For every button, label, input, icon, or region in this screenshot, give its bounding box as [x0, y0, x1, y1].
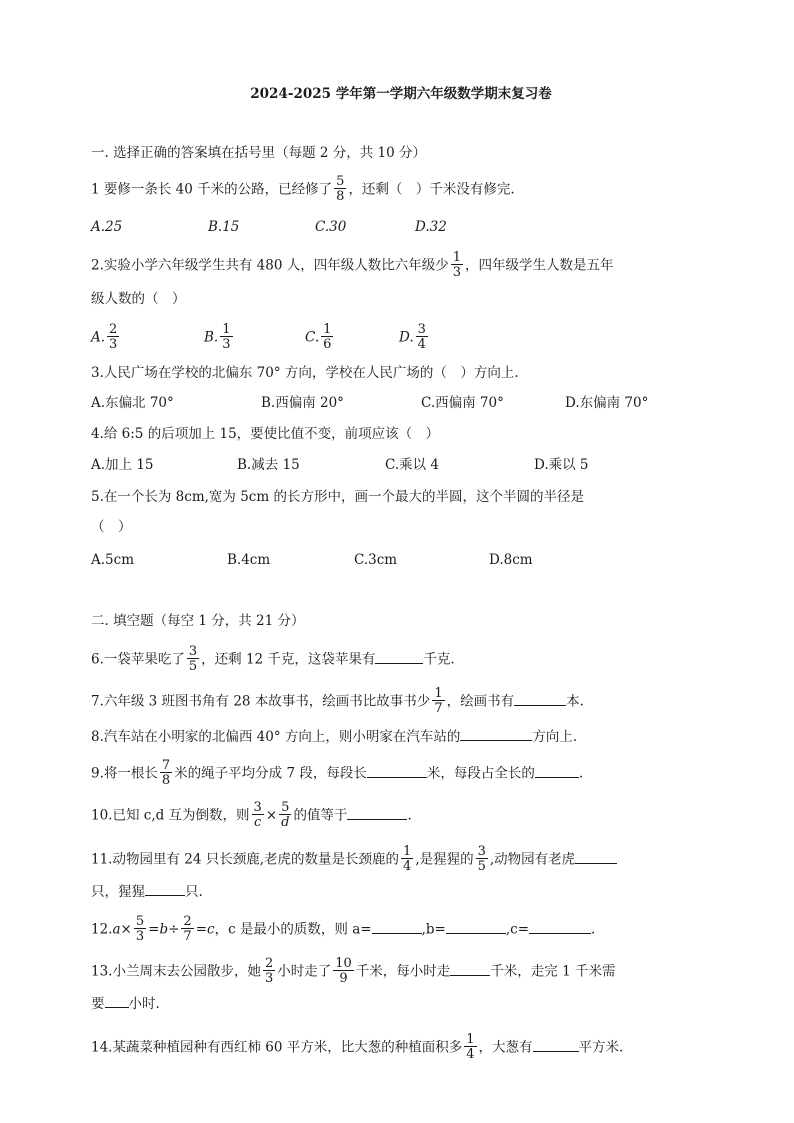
option-d: D. $\frac{3}{4}$ — [399, 322, 426, 352]
answer-blank[interactable] — [105, 993, 129, 1008]
question-10: 10.已知 c,d 互为倒数，则 $\frac{3}{c}$ × $\frac{5}{d}$ 的值等于 . — [91, 800, 412, 830]
answer-blank-a[interactable] — [372, 919, 422, 934]
answer-blank[interactable] — [533, 1037, 579, 1052]
answer-blank-b[interactable] — [446, 919, 506, 934]
answer-blank[interactable] — [367, 763, 427, 778]
question-14: 14.某蔬菜种植园种有西红柿 60 平方米，比大葱的种植面积多 $\frac{1}{4}$ ，大葱有 平方米. — [91, 1032, 624, 1062]
question-1 — [91, 174, 515, 204]
option-d: D.东偏南 70° — [565, 395, 649, 411]
question-11: 11.动物园里有 24 只长颈鹿,老虎的数量是长颈鹿的 $\frac{1}{4}$ ,是猩猩的 $\frac{3}{5}$ ,动物园有老虎 — [91, 846, 617, 868]
question-2-text-end: ，四年级学生人数是五年 — [465, 257, 614, 274]
fraction: $\frac{5}{d}$ — [281, 800, 290, 830]
question-13-line-2: 要 小时. — [91, 993, 160, 1015]
fraction: $\frac{3}{5}$ — [477, 844, 486, 874]
answer-blank[interactable] — [575, 849, 617, 864]
fraction: $\frac{1}{4}$ — [403, 844, 412, 874]
question-2-options — [91, 324, 711, 358]
page-title: 2024-2025 学年第一学期六年级数学期末复习卷 — [250, 86, 552, 102]
fraction: $\frac{5}{8}$ — [336, 174, 345, 204]
option-a: A.25 — [91, 219, 123, 235]
fraction: $\frac{3}{c}$ — [253, 800, 262, 830]
fraction: $\frac{1}{7}$ — [434, 686, 443, 716]
question-1-options — [91, 216, 711, 238]
option-d: D.8cm — [489, 552, 533, 568]
fraction: $\frac{1}{3}$ — [452, 250, 462, 280]
option-a: A.加上 15 — [91, 457, 154, 473]
fraction: $\frac{10}{9}$ — [335, 956, 352, 986]
fraction: $\frac{7}{8}$ — [161, 758, 171, 788]
answer-blank[interactable] — [145, 881, 185, 896]
question-4-options — [91, 454, 711, 476]
question-2 — [91, 250, 614, 280]
question-2-text: 2.实验小学六年级学生共有 480 人，四年级人数比六年级少 — [91, 257, 449, 274]
question-4: 4.给 6:5 的后项加上 15，要使比值不变，前项应该（ ） — [91, 426, 440, 442]
question-5-options — [91, 549, 711, 571]
fraction: $\frac{1}{6}$ — [323, 322, 332, 352]
option-c: C. $\frac{1}{6}$ — [305, 322, 332, 352]
question-7: 7.六年级 3 班图书角有 28 本故事书，绘画书比故事书少 $\frac{1}{7}$ ，绘画书有 本. — [91, 686, 584, 716]
question-1-text: 1 要修一条长 40 千米的公路，已经修了 — [91, 181, 333, 198]
option-b: B.4cm — [227, 552, 271, 568]
option-c: C.西偏南 70° — [421, 395, 504, 411]
fraction: $\frac{3}{5}$ — [188, 644, 198, 674]
answer-blank[interactable] — [347, 805, 407, 820]
option-b: B.15 — [208, 219, 240, 235]
fraction: $\frac{2}{7}$ — [183, 914, 192, 944]
question-3-options — [91, 392, 711, 414]
option-b: B.西偏南 20° — [261, 395, 344, 411]
answer-blank[interactable] — [375, 649, 423, 664]
answer-blank-c[interactable] — [529, 919, 591, 934]
question-9: 9.将一根长 $\frac{7}{8}$ 米的绳子平均分成 7 段，每段长 米，每段占全长的 . — [91, 758, 584, 788]
question-3: 3.人民广场在学校的北偏东 70° 方向，学校在人民广场的（ ）方向上. — [91, 365, 519, 381]
option-c: C.3cm — [354, 552, 398, 568]
question-6: 6.一袋苹果吃了 $\frac{3}{5}$ ，还剩 12 千克，这袋苹果有 千克. — [91, 644, 455, 674]
answer-blank[interactable] — [460, 726, 532, 741]
option-b: B.减去 15 — [237, 457, 300, 473]
question-8: 8.汽车站在小明家的北偏西 40° 方向上，则小明家在汽车站的 方向上. — [91, 726, 577, 748]
fraction: $\frac{2}{3}$ — [264, 956, 274, 986]
answer-blank[interactable] — [514, 691, 566, 706]
question-1-text-end: ，还剩（ ）千米没有修完. — [348, 181, 515, 198]
question-13: 13.小兰周末去公园散步，她 $\frac{2}{3}$ 小时走了 $\frac{10}{9}$ 千米，每小时走 千米，走完 1 千米需 — [91, 956, 616, 986]
question-5-line-2: （ ） — [91, 519, 132, 535]
option-c: C.30 — [315, 219, 347, 235]
fraction: $\frac{1}{3}$ — [222, 322, 231, 352]
section-1-heading: 一. 选择正确的答案填在括号里（每题 2 分，共 10 分） — [91, 145, 427, 161]
answer-blank[interactable] — [450, 961, 490, 976]
fraction: $\frac{2}{3}$ — [109, 322, 118, 352]
option-d: D.32 — [415, 219, 447, 235]
question-11-line-2: 只，猩猩 只. — [91, 881, 203, 903]
question-12: 12.a× $\frac{5}{3}$ =b÷ $\frac{2}{7}$ =c，c 是最小的质数，则 a= ,b= ,c= . — [91, 914, 596, 944]
answer-blank[interactable] — [535, 763, 579, 778]
option-d: D.乘以 5 — [534, 457, 589, 473]
fraction: $\frac{1}{4}$ — [466, 1032, 475, 1062]
option-a: A.5cm — [91, 552, 134, 568]
option-a: A. $\frac{2}{3}$ — [91, 322, 118, 352]
section-2-heading: 二. 填空题（每空 1 分，共 21 分） — [91, 613, 305, 629]
option-c: C.乘以 4 — [385, 457, 440, 473]
fraction: $\frac{3}{4}$ — [417, 322, 426, 352]
option-b: B. $\frac{1}{3}$ — [204, 322, 231, 352]
question-5: 5.在一个长为 8cm,宽为 5cm 的长方形中，画一个最大的半圆，这个半圆的半径是 — [91, 489, 584, 505]
option-a: A.东偏北 70° — [91, 395, 174, 411]
question-2-line-2: 级人数的（ ） — [91, 291, 186, 307]
fraction: $\frac{5}{3}$ — [135, 914, 145, 944]
